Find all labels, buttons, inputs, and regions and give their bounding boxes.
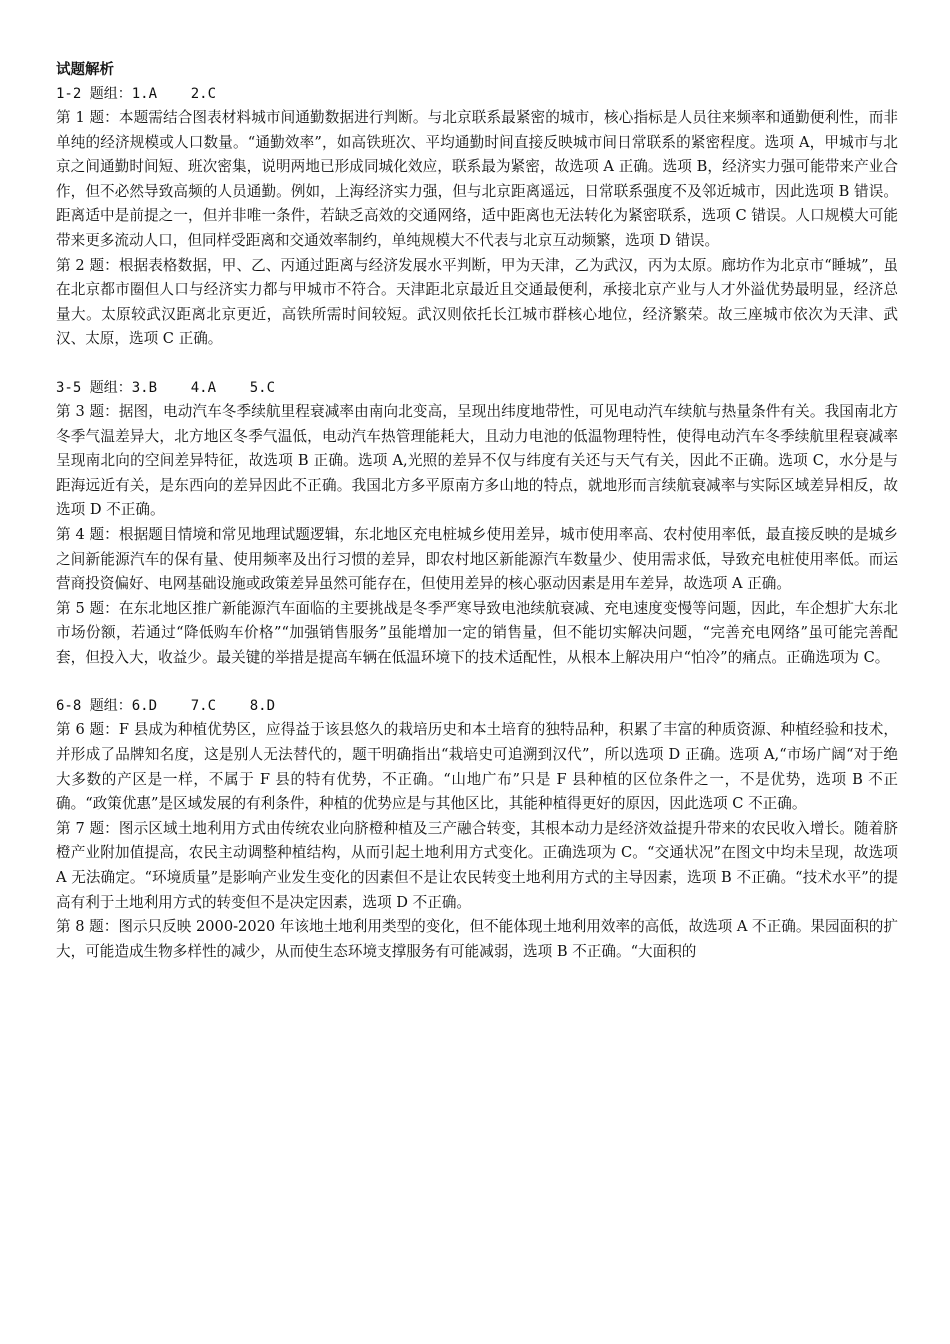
- question-group-3-5: [56, 376, 898, 671]
- explanation-paragraph: 第 4 题：根据题目情境和常见地理试题逻辑，东北地区充电桩城乡使用差异，城市使用率高、农村使用率低，最直接反映的是城乡之间新能源汽车的保有量、使用频率及出行习惯的差异，即农村地区新能源汽车数量少、使用需求低，导致充电桩使用率低。而运营商投资偏好、电网基础设施或政策差异虽然可能存在，但使用差异的核心驱动因素是用车差异，故选项 A 正确。: [56, 525, 898, 593]
- explanation-paragraph: 第 6 题：F 县成为种植优势区，应得益于该县悠久的栽培历史和本土培育的独特品种，积累了丰富的种质资源、种植经验和技术，并形成了品牌知名度，这是别人无法替代的，题干明确指出“栽培史可追溯到汉代”，所以选项 D 正确。选项 A,“市场广阔“对于绝大多数的产区是一样，不属于 F 县的特有优势，不正确。“山地广布”只是 F 县种植的区位条件之一，不是优势，选项 B 不正确。“政策优惠”是区域发展的有利条件，种植的优势应是与其他区比，其能种植得更好的原因，因此选项 C 不正确。: [56, 721, 898, 813]
- group-answers: 6-8 题组：6.D 7.C 8.D: [56, 698, 276, 715]
- question-group-6-8: [56, 694, 898, 964]
- explanation-paragraph: 第 5 题：在东北地区推广新能源汽车面临的主要挑战是冬季严寒导致电池续航衰减、充电速度变慢等问题，因此，车企想扩大东北市场份额，若通过“降低购车价格”“加强销售服务”虽能增加一定的销售量，但不能切实解决问题，“完善充电网络”虽可能完善配套，但投入大，收益少。最关键的举措是提高车辆在低温环境下的技术适配性，从根本上解决用户“怕冷”的痛点。正确选项为 C。: [56, 599, 898, 666]
- group-answers: 1-2 题组：1.A 2.C: [56, 86, 217, 102]
- explanation-paragraph: 第 2 题：根据表格数据，甲、乙、丙通过距离与经济发展水平判断，甲为天津，乙为武汉，丙为太原。廊坊作为北京市“睡城”，虽在北京都市圈但人口与经济实力都与甲城市不符合。天津距北京最近且交通最便利，承接北京产业与人才外溢优势最明显，经济总量大。太原较武汉距离北京更近，高铁所需时间较短。武汉则依托长江城市群核心地位，经济繁荣。故三座城市依次为天津、武汉、太原，选项 C 正确。: [56, 256, 898, 348]
- page-title: 试题解析: [56, 62, 114, 78]
- question-group-1-2: [56, 82, 898, 352]
- explanation-paragraph: 第 1 题：本题需结合图表材料城市间通勤数据进行判断。与北京联系最紧密的城市，核心指标是人员往来频率和通勤便利性，而非单纯的经济规模或人口数量。“通勤效率”，如高铁班次、平均通勤时间直接反映城市间日常联系的紧密程度。选项 A，甲城市与北京之间通勤时间短、班次密集，说明两地已形成同城化效应，联系最为紧密，故选项 A 正确。选项 B，经济实力强可能带来产业合作，但不必然导致高频的人员通勤。例如，上海经济实力强，但与北京距离遥远，日常联系强度不及邻近城市，因此选项 B 错误。距离适中是前提之一，但并非唯一条件，若缺乏高效的交通网络，适中距离也无法转化为紧密联系，选项 C 错误。人口规模大可能带来更多流动人口，但同样受距离和交通效率制约，单纯规模大不代表与北京互动频繁，选项 D 错误。: [56, 109, 898, 249]
- explanation-paragraph: 第 3 题：据图，电动汽车冬季续航里程衰减率由南向北变高，呈现出纬度地带性，可见电动汽车续航与热量条件有关。我国南北方冬季气温差异大，北方地区冬季气温低，电动汽车热管理能耗大，且动力电池的低温物理特性，使得电动汽车冬季续航里程衰减率呈现南北向的空间差异特征，故选项 B 正确。选项 A,光照的差异不仅与纬度有关还与天气有关，因此不正确。选项 C，水分是与距海远近有关，是东西向的差异因此不正确。我国北方多平原南方多山地的特点，就地形而言续航衰减率与实际区域差异相反，故选项 D 不正确。: [56, 402, 898, 519]
- group-answers: 3-5 题组：3.B 4.A 5.C: [56, 379, 276, 396]
- answer-analysis-page: [56, 58, 898, 964]
- explanation-paragraph: 第 8 题：图示只反映 2000-2020 年该地土地利用类型的变化，但不能体现土地利用效率的高低，故选项 A 不正确。果园面积的扩大，可能造成生物多样性的减少，从而使生态环境支撑服务有可能减弱，选项 B 不正确。“大面积的: [56, 918, 898, 960]
- explanation-paragraph: 第 7 题：图示区域土地利用方式由传统农业向脐橙种植及三产融合转变，其根本动力是经济效益提升带来的农民收入增长。随着脐橙产业附加值提高，农民主动调整种植结构，从而引起土地利用方式变化。正确选项为 C。“交通状况”在图文中均未呈现，故选项 A 无法确定。“环境质量”是影响产业发生变化的因素但不是让农民转变土地利用方式的主导因素，选项 B 不正确。“技术水平”的提高有利于土地利用方式的转变但不是决定因素，选项 D 不正确。: [56, 819, 898, 911]
